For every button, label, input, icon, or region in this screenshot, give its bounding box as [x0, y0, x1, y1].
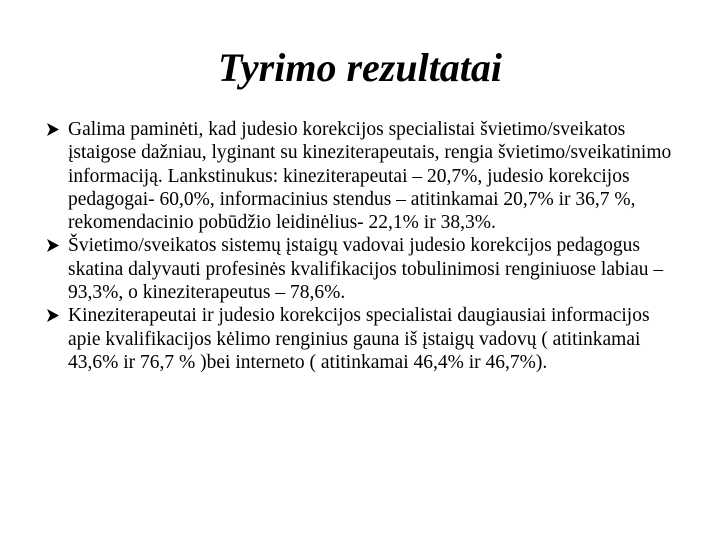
- bullet-item-1: [48, 118, 684, 234]
- slide-title: Tyrimo rezultatai: [217, 45, 503, 90]
- arrowhead-bullet-icon: [45, 304, 63, 327]
- arrowhead-bullet-icon: [45, 234, 63, 257]
- bullet-text: Galima paminėti, kad judesio korekcijos specialistai švietimo/sveikatos įstaigose dažniau, lyginant su kineziterapeutais, rengia švietimo/sveikatinimo informaciją. Lankstinukus: kineziterapeutai – 20,7%, judesio korekcijos pedagogai- 60,0%, informacinius stendus – atitinkamai 20,7% ir 36,7 %, rekomendacinio pobūdžio leidinėlius- 22,1% ir 38,3%.: [68, 119, 672, 234]
- bullet-item-3: [48, 304, 684, 374]
- bullet-list: [48, 118, 684, 374]
- arrowhead-bullet-icon: [45, 118, 63, 141]
- bullet-item-2: [48, 234, 684, 304]
- bullet-text: Kineziterapeutai ir judesio korekcijos specialistai daugiausiai informacijos apie kvalifikacijos kėlimo renginius gauna iš įstaigų vadovų ( atitinkamai 43,6% ir 76,7 % )bei interneto ( atitinkamai 46,4% ir 46,7%).: [68, 305, 650, 373]
- bullet-text: Švietimo/sveikatos sistemų įstaigų vadovai judesio korekcijos pedagogus skatina dalyvauti profesinės kvalifikacijos tobulinimosi renginiuose labiau – 93,3%, o kineziterapeutus – 78,6%.: [68, 235, 664, 304]
